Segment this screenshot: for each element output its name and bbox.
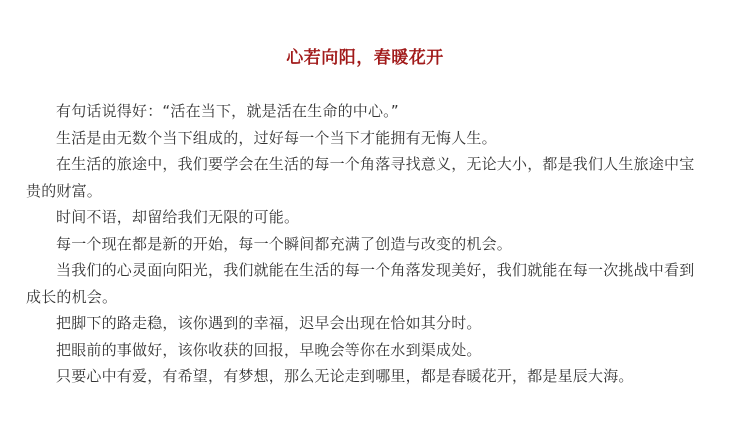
paragraph: 把眼前的事做好，该你收获的回报，早晚会等你在水到渠成处。 <box>56 340 482 359</box>
paragraph: 只要心中有爱，有希望，有梦想，那么无论走到哪里，都是春暖花开，都是星辰大海。 <box>56 367 634 385</box>
paragraph: 时间不语，却留给我们无限的可能。 <box>56 208 300 226</box>
paragraph: 每一个现在都是新的开始，每一个瞬间都充满了创造与改变的机会。 <box>56 234 513 253</box>
paragraph: 生活是由无数个当下组成的，过好每一个当下才能拥有无悔人生。 <box>56 128 497 147</box>
paragraph: 有句话说得好：“活在当下，就是活在生命的中心。” <box>56 102 399 120</box>
article-body <box>26 98 704 390</box>
article-title: 心若向阳，春暖花开 <box>286 48 444 68</box>
paragraph: 当我们的心灵面向阳光，我们就能在生活的每一个角落发现美好，我们就能在每一次挑战中看到成长的机会。 <box>26 261 695 306</box>
paragraph: 把脚下的路走稳，该你遇到的幸福，迟早会出现在恰如其分时。 <box>56 314 482 332</box>
paragraph: 在生活的旅途中，我们要学会在生活的每一个角落寻找意义，无论大小，都是我们人生旅途中宝贵的财富。 <box>26 155 695 200</box>
